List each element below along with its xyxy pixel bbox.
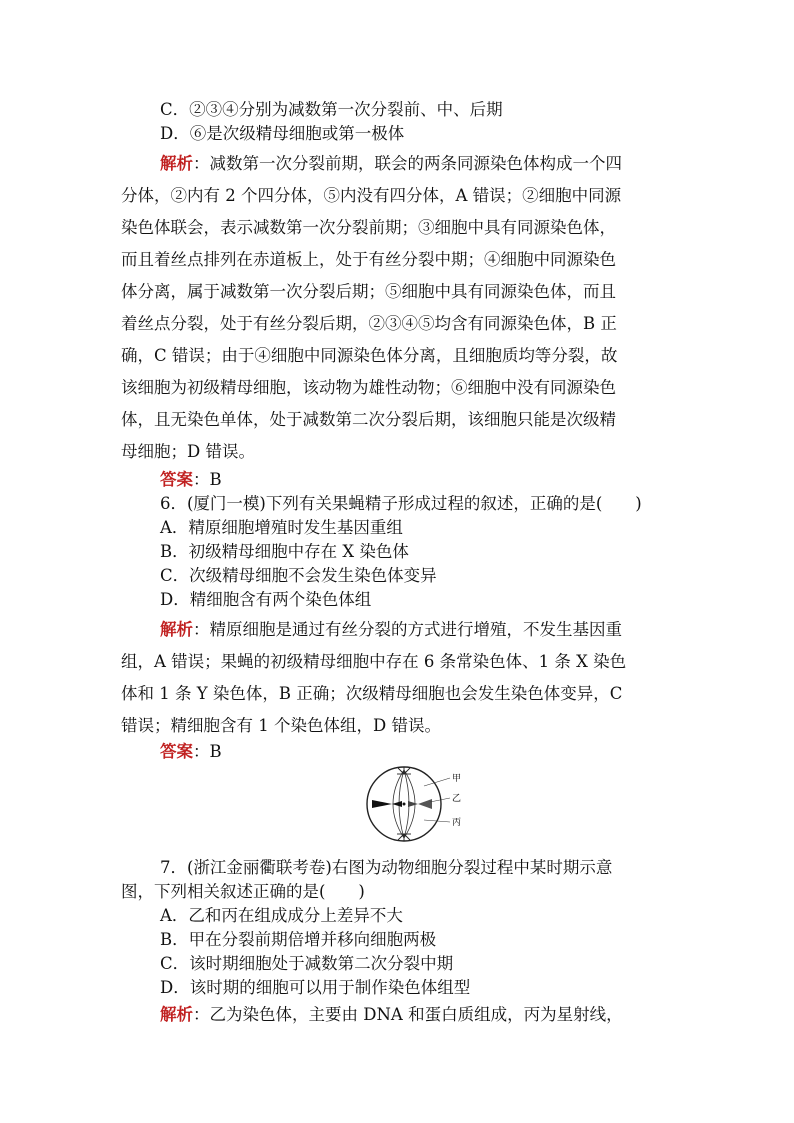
explanation-label: 解析 xyxy=(160,154,193,173)
q7-stem-line-2: 图，下列相关叙述正确的是( ) xyxy=(121,882,365,901)
q7-explanation-line-1: 解析：乙为染色体，主要由 DNA 和蛋白质组成，丙为星射线， xyxy=(160,1005,623,1024)
q6-stem: 6．(厦门一模)下列有关果蝇精子形成过程的叙述，正确的是( ) xyxy=(160,494,642,513)
q6-explanation-line-2: 组，A 错误；果蝇的初级精母细胞中存在 6 条常染色体、1 条 X 染色 xyxy=(121,652,627,671)
cell-division-figure xyxy=(362,764,472,844)
q5-explanation-line-10: 母细胞；D 错误。 xyxy=(121,442,255,461)
q6-explanation-line-4: 错误；精细胞含有 1 个染色体组，D 错误。 xyxy=(121,716,441,735)
q5-explanation-line-2: 分体，②内有 2 个四分体，⑤内没有四分体，A 错误；②细胞中同源 xyxy=(121,186,622,205)
q5-option-c: C．②③④分别为减数第一次分裂前、中、后期 xyxy=(160,100,503,119)
q6-answer: 答案：B xyxy=(160,742,222,761)
q6-option-c: C．次级精母细胞不会发生染色体变异 xyxy=(160,566,437,585)
explanation-label: 解析 xyxy=(160,1005,193,1024)
q7-option-a: A．乙和丙在组成成分上差异不大 xyxy=(160,906,403,925)
q6-explanation-line-1: 解析：精原细胞是通过有丝分裂的方式进行增殖，不发生基因重 xyxy=(160,620,622,639)
q6-option-b: B．初级精母细胞中存在 X 染色体 xyxy=(160,542,409,561)
chromosome-left xyxy=(372,800,402,808)
figure-label-bing: 丙 xyxy=(452,818,462,828)
figure-label-yi: 乙 xyxy=(452,794,462,804)
q5-explanation-line-6: 着丝点分裂，处于有丝分裂后期，②③④⑤均含有同源染色体，B 正 xyxy=(121,314,617,333)
q5-explanation-line-3: 染色体联会，表示减数第一次分裂前期；③细胞中具有同源染色体， xyxy=(121,218,616,237)
chromosome-right xyxy=(408,799,432,809)
q5-explanation-line-9: 体，且无染色单体，处于减数第二次分裂后期，该细胞只能是次级精 xyxy=(121,410,616,429)
q5-explanation-line-7: 确，C 错误；由于④细胞中同源染色体分离，且细胞质均等分裂，故 xyxy=(121,346,618,365)
answer-label: 答案 xyxy=(160,470,193,489)
q6-explanation-line-3: 体和 1 条 Y 染色体，B 正确；次级精母细胞也会发生染色体变异，C xyxy=(121,684,623,703)
q6-option-d: D．精细胞含有两个染色体组 xyxy=(160,590,372,609)
q5-explanation-line-4: 而且着丝点排列在赤道板上，处于有丝分裂中期；④细胞中同源染色 xyxy=(121,250,616,269)
q5-explanation-line-1: 解析：减数第一次分裂前期，联会的两条同源染色体构成一个四 xyxy=(160,154,622,173)
centrosome-bottom xyxy=(397,834,411,841)
q5-explanation-line-5: 体分离，属于减数第一次分裂后期；⑤细胞中具有同源染色体，而且 xyxy=(121,282,616,301)
label-leaders xyxy=(424,778,450,822)
q7-option-c: C．该时期细胞处于减数第二次分裂中期 xyxy=(160,954,454,973)
explanation-label: 解析 xyxy=(160,620,193,639)
q5-explanation-line-8: 该细胞为初级精母细胞，该动物为雄性动物；⑥细胞中没有同源染色 xyxy=(121,378,616,397)
q5-option-d: D．⑥是次级精母细胞或第一极体 xyxy=(160,124,405,143)
centrosome-top xyxy=(397,767,411,774)
q7-option-b: B．甲在分裂前期倍增并移向细胞两极 xyxy=(160,930,437,949)
figure-label-jia: 甲 xyxy=(452,774,462,784)
answer-label: 答案 xyxy=(160,742,193,761)
q6-option-a: A．精原细胞增殖时发生基因重组 xyxy=(160,518,403,537)
q7-stem-line-1: 7．(浙江金丽衢联考卷)右图为动物细胞分裂过程中某时期示意 xyxy=(160,858,613,877)
q5-answer: 答案：B xyxy=(160,470,222,489)
q7-option-d: D．该时期的细胞可以用于制作染色体组型 xyxy=(160,978,471,997)
